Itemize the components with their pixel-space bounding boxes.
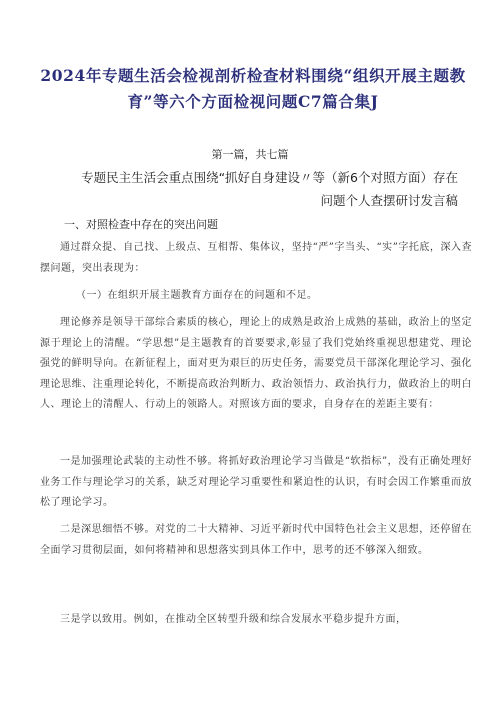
document-title: 2024年专题生活会检视剖析检查材料围绕“组织开展主题教育”等六个方面检视问题C7篇合集J xyxy=(40,66,466,111)
section-heading: 一、对照检查中存在的突出问题 xyxy=(64,218,218,231)
paragraph-point-one: 一是加强理论武装的主动性不够。将抓好政治理论学习当做是“软指标”，没有正确处理好业务工作与理论学习的关系，缺乏对理论学习重要性和紧迫性的认识，有时会因工作繁重而放松了理论学习。 xyxy=(40,456,472,508)
part-label: 第一篇，共七篇 xyxy=(211,148,289,161)
paragraph-point-three: 三是学以致用。例如，在推动全区转型升级和综合发展水平稳步提升方面， xyxy=(60,614,407,625)
paragraph-intro: 通过群众提、自己找、上级点、互相帮、集体议，坚持“严”字当头、“实”字托底，深入查摆问题，突出表现为： xyxy=(40,242,472,274)
paragraph-theory: 理论修养是领导干部综合素质的核心，理论上的成熟是政治上成熟的基础，政治上的坚定源于理论上的清醒。“学思想”是主题教育的首要要求,彰显了我们党始终重视思想建党、理论强党的鲜明导向。在新征程上，面对更为艰巨的历史任务，需要党员干部深化理论学习、强化理论思维、注重理论转化，不断提高政治判断力、政治领悟力、政治执行力，做政治上的明白人、理论上的清醒人、行动上的领路人。对照该方面的要求，自身存在的差距主要有： xyxy=(40,317,472,410)
paragraph-subheading: （一）在组织开展主题教育方面存在的问题和不足。 xyxy=(76,290,318,301)
paragraph-point-two: 二是深思细悟不够。对党的二十大精神、习近平新时代中国特色社会主义思想，还停留在全面学习贯彻层面，如何将精神和思想落实到具体工作中，思考的还不够深入细致。 xyxy=(40,524,472,556)
part-title: 专题民主生活会重点围绕“抓好自身建设〃等（新6个对照方面）存在问题个人查摆研讨发言稿 xyxy=(81,170,458,208)
